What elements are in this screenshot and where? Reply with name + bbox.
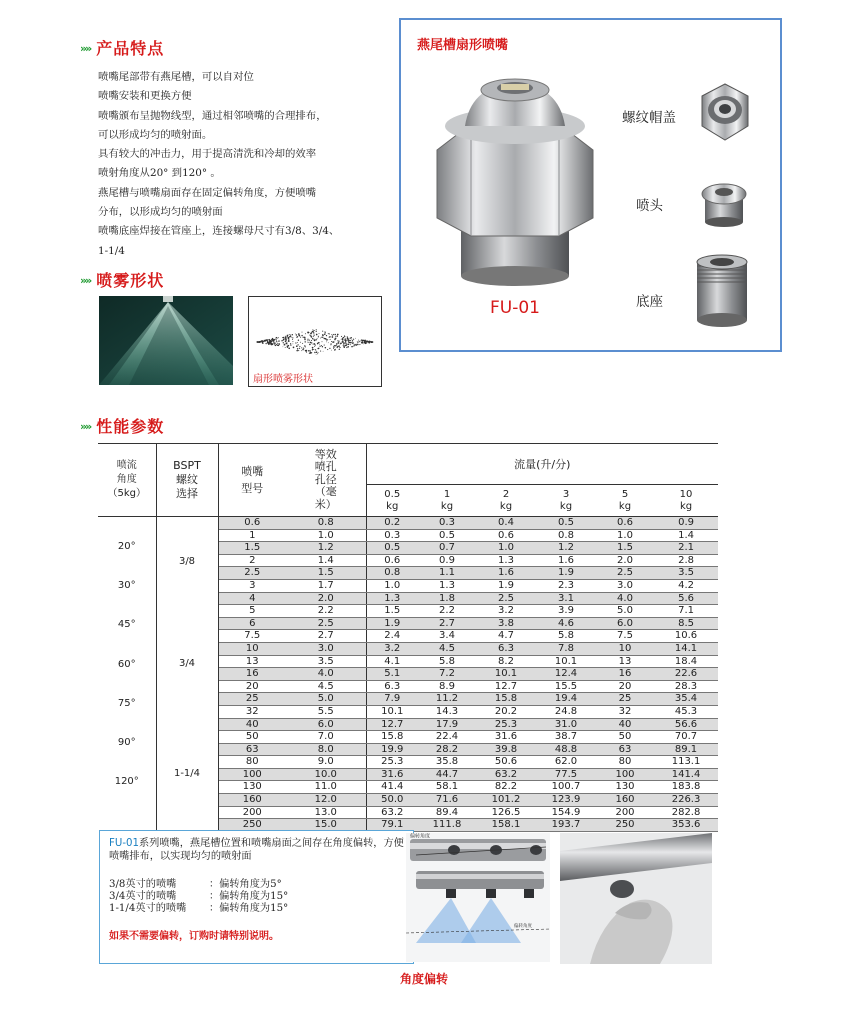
arrow-icon: »» xyxy=(80,274,91,287)
nozzle-model-cell: 25 xyxy=(218,693,286,706)
header-orifice: 等效 喷孔 孔径 （毫 米） xyxy=(286,444,366,517)
flow-cell: 50 xyxy=(596,731,654,744)
flow-cell: 35.8 xyxy=(418,756,476,769)
flow-cell: 80 xyxy=(596,756,654,769)
feature-line: 喷射角度从20° 到120° 。 xyxy=(98,167,221,180)
nozzle-model-cell: 4 xyxy=(218,592,286,605)
flow-cell: 82.2 xyxy=(476,781,536,794)
spray-pattern-dots xyxy=(249,297,381,367)
flow-cell: 1.8 xyxy=(418,592,476,605)
flow-cell: 22.4 xyxy=(418,731,476,744)
offset-line: 1-1/4英寸的喷嘴 ：偏转角度为15° xyxy=(109,903,289,914)
flow-cell: 100 xyxy=(596,768,654,781)
flow-cell: 25 xyxy=(596,693,654,706)
flow-cell: 0.5 xyxy=(366,542,418,555)
flow-cell: 56.6 xyxy=(654,718,718,731)
note-text: 系列喷嘴，燕尾槽位置和喷嘴扇面之间存在角度偏转，方便喷嘴排布，以实现均匀的喷射面 xyxy=(109,838,404,862)
arrow-icon: »» xyxy=(80,420,91,433)
flow-cell: 19.4 xyxy=(536,693,596,706)
flow-cell: 0.2 xyxy=(366,517,418,530)
nozzle-model-cell: 32 xyxy=(218,705,286,718)
nozzle-assembly-image xyxy=(431,68,601,293)
nozzle-model-cell: 200 xyxy=(218,806,286,819)
nozzle-model-cell: 100 xyxy=(218,768,286,781)
flow-cell: 0.3 xyxy=(418,517,476,530)
table-row xyxy=(98,517,718,530)
nozzle-model-cell: 80 xyxy=(218,756,286,769)
flow-cell: 89.4 xyxy=(418,806,476,819)
flow-cell: 130 xyxy=(596,781,654,794)
orifice-cell: 1.4 xyxy=(286,554,366,567)
orifice-cell: 4.5 xyxy=(286,680,366,693)
header-pressure: 5 kg xyxy=(596,485,654,517)
flow-cell: 89.1 xyxy=(654,743,718,756)
header-flow: 流量(升/分) xyxy=(366,444,718,485)
header-pressure: 3 kg xyxy=(536,485,596,517)
bottom-caption: 角度偏转 xyxy=(400,972,449,986)
flow-cell: 7.9 xyxy=(366,693,418,706)
flow-cell: 12.7 xyxy=(366,718,418,731)
nozzle-model-cell: 130 xyxy=(218,781,286,794)
feature-line: 喷嘴安装和更换方便 xyxy=(98,90,192,103)
nozzle-tip-image xyxy=(699,172,749,228)
base-image xyxy=(691,252,753,330)
flow-cell: 79.1 xyxy=(366,819,418,832)
flow-cell: 126.5 xyxy=(476,806,536,819)
flow-cell: 77.5 xyxy=(536,768,596,781)
flow-cell: 1.3 xyxy=(366,592,418,605)
feature-line: 燕尾槽与喷嘴扇面存在固定偏转角度，方便喷嘴 xyxy=(98,186,317,199)
flow-cell: 45.3 xyxy=(654,705,718,718)
angle-column xyxy=(98,517,156,832)
flow-cell: 200 xyxy=(596,806,654,819)
flow-cell: 2.8 xyxy=(654,554,718,567)
flow-cell: 3.4 xyxy=(418,630,476,643)
nozzle-model-cell: 7.5 xyxy=(218,630,286,643)
flow-cell: 282.8 xyxy=(654,806,718,819)
flow-cell: 41.4 xyxy=(366,781,418,794)
flow-cell: 3.0 xyxy=(596,579,654,592)
angle-value: 30° xyxy=(117,580,136,592)
flow-cell: 7.2 xyxy=(418,668,476,681)
orifice-cell: 13.0 xyxy=(286,806,366,819)
flow-cell: 20.2 xyxy=(476,705,536,718)
flow-cell: 5.0 xyxy=(596,605,654,618)
flow-cell: 63 xyxy=(596,743,654,756)
nozzle-model-cell: 13 xyxy=(218,655,286,668)
flow-cell: 7.5 xyxy=(596,630,654,643)
flow-cell: 0.3 xyxy=(366,529,418,542)
flow-cell: 154.9 xyxy=(536,806,596,819)
nozzle-model-cell: 63 xyxy=(218,743,286,756)
flow-cell: 20 xyxy=(596,680,654,693)
nozzle-model-cell: 0.6 xyxy=(218,517,286,530)
nozzle-model-cell: 1 xyxy=(218,529,286,542)
flow-cell: 10.6 xyxy=(654,630,718,643)
flow-cell: 4.5 xyxy=(418,642,476,655)
flow-cell: 2.2 xyxy=(418,605,476,618)
flow-cell: 250 xyxy=(596,819,654,832)
note-model: FU-01 xyxy=(109,838,139,849)
bspt-value: 3/8 xyxy=(178,556,196,567)
flow-cell: 16 xyxy=(596,668,654,681)
angle-value: 90° xyxy=(117,736,136,748)
spray-pattern-figure xyxy=(248,296,382,387)
flow-cell: 4.7 xyxy=(476,630,536,643)
flow-cell: 2.3 xyxy=(536,579,596,592)
header-angle: 喷流 角度 （5kg） xyxy=(98,444,156,517)
flow-cell: 2.5 xyxy=(476,592,536,605)
flow-cell: 6.0 xyxy=(596,617,654,630)
flow-cell: 50.6 xyxy=(476,756,536,769)
orifice-cell: 7.0 xyxy=(286,731,366,744)
flow-cell: 0.4 xyxy=(476,517,536,530)
diagram-label: 偏转角度 xyxy=(410,833,431,840)
flow-cell: 1.9 xyxy=(366,617,418,630)
feature-line: 喷嘴尾部带有燕尾槽，可以自对位 xyxy=(98,71,254,83)
flow-cell: 50.0 xyxy=(366,794,418,807)
flow-cell: 6.3 xyxy=(366,680,418,693)
flow-cell: 48.8 xyxy=(536,743,596,756)
angle-value: 60° xyxy=(117,658,136,670)
orifice-cell: 6.0 xyxy=(286,718,366,731)
features-title: »» 产品特点 xyxy=(80,39,165,58)
part-label-base: 底座 xyxy=(636,294,663,310)
orifice-cell: 2.7 xyxy=(286,630,366,643)
flow-cell: 12.4 xyxy=(536,668,596,681)
flow-cell: 100.7 xyxy=(536,781,596,794)
product-title: 燕尾槽扇形喷嘴 xyxy=(417,38,509,53)
flow-cell: 0.5 xyxy=(536,517,596,530)
flow-cell: 5.8 xyxy=(418,655,476,668)
flow-cell: 35.4 xyxy=(654,693,718,706)
offset-line: 3/8英寸的喷嘴 ：偏转角度为5° xyxy=(109,879,282,890)
flow-cell: 14.1 xyxy=(654,642,718,655)
flow-cell: 4.2 xyxy=(654,579,718,592)
header-pressure: 10 kg xyxy=(654,485,718,517)
flow-cell: 44.7 xyxy=(418,768,476,781)
flow-cell: 2.4 xyxy=(366,630,418,643)
flow-cell: 141.4 xyxy=(654,768,718,781)
flow-cell: 40 xyxy=(596,718,654,731)
flow-cell: 0.6 xyxy=(596,517,654,530)
flow-cell: 1.0 xyxy=(366,579,418,592)
nozzle-model-cell: 250 xyxy=(218,819,286,832)
flow-cell: 160 xyxy=(596,794,654,807)
nozzle-model-cell: 40 xyxy=(218,718,286,731)
flow-cell: 5.6 xyxy=(654,592,718,605)
bspt-column xyxy=(156,517,218,832)
arrow-icon: »» xyxy=(80,42,91,55)
flow-cell: 113.1 xyxy=(654,756,718,769)
note-warning: 如果不需要偏转，订购时请特别说明。 xyxy=(109,931,279,942)
orifice-cell: 4.0 xyxy=(286,668,366,681)
flow-cell: 5.8 xyxy=(536,630,596,643)
feature-line: 喷嘴颁布呈抛物线型，通过相邻喷嘴的合理排布， xyxy=(98,109,327,122)
flow-cell: 0.8 xyxy=(366,567,418,580)
bspt-value: 3/4 xyxy=(178,658,196,669)
orifice-cell: 1.2 xyxy=(286,542,366,555)
flow-cell: 28.3 xyxy=(654,680,718,693)
flow-cell: 0.6 xyxy=(366,554,418,567)
nozzle-model-cell: 20 xyxy=(218,680,286,693)
flow-cell: 2.0 xyxy=(596,554,654,567)
flow-cell: 15.8 xyxy=(476,693,536,706)
part-label-tip: 喷头 xyxy=(636,198,663,214)
orifice-cell: 8.0 xyxy=(286,743,366,756)
orifice-cell: 3.0 xyxy=(286,642,366,655)
flow-cell: 3.9 xyxy=(536,605,596,618)
orifice-cell: 2.5 xyxy=(286,617,366,630)
flow-cell: 3.2 xyxy=(476,605,536,618)
flow-cell: 1.5 xyxy=(366,605,418,618)
header-pressure: 0.5 kg xyxy=(366,485,418,517)
orifice-cell: 3.5 xyxy=(286,655,366,668)
offset-note xyxy=(99,830,414,964)
flow-cell: 4.1 xyxy=(366,655,418,668)
flow-cell: 70.7 xyxy=(654,731,718,744)
flow-cell: 1.4 xyxy=(654,529,718,542)
offset-line: 3/4英寸的喷嘴 ：偏转角度为15° xyxy=(109,891,289,902)
installation-photo xyxy=(560,833,712,964)
spray-title: »» 喷雾形状 xyxy=(80,271,165,290)
orifice-cell: 12.0 xyxy=(286,794,366,807)
note-description xyxy=(109,837,409,863)
nozzle-model-cell: 6 xyxy=(218,617,286,630)
flow-cell: 8.9 xyxy=(418,680,476,693)
orifice-cell: 10.0 xyxy=(286,768,366,781)
nozzle-model-cell: 160 xyxy=(218,794,286,807)
flow-cell: 62.0 xyxy=(536,756,596,769)
header-bspt: BSPT 螺纹 选择 xyxy=(156,444,218,517)
orifice-cell: 2.0 xyxy=(286,592,366,605)
flow-cell: 19.9 xyxy=(366,743,418,756)
orifice-cell: 11.0 xyxy=(286,781,366,794)
flow-cell: 63.2 xyxy=(366,806,418,819)
cap-nut-image xyxy=(694,82,756,142)
spray-photo xyxy=(99,296,233,385)
flow-cell: 10.1 xyxy=(366,705,418,718)
flow-cell: 4.6 xyxy=(536,617,596,630)
flow-cell: 3.8 xyxy=(476,617,536,630)
flow-cell: 1.5 xyxy=(596,542,654,555)
orifice-cell: 9.0 xyxy=(286,756,366,769)
flow-cell: 1.0 xyxy=(476,542,536,555)
feature-line: 具有较大的冲击力，用于提高清洗和冷却的效率 xyxy=(98,148,317,161)
orifice-cell: 5.5 xyxy=(286,705,366,718)
orifice-cell: 5.0 xyxy=(286,693,366,706)
header-pressure: 2 kg xyxy=(476,485,536,517)
feature-line: 分布，以形成均匀的喷射面 xyxy=(98,206,223,219)
flow-cell: 0.9 xyxy=(418,554,476,567)
flow-cell: 28.2 xyxy=(418,743,476,756)
nozzle-model-cell: 16 xyxy=(218,668,286,681)
flow-cell: 5.1 xyxy=(366,668,418,681)
flow-cell: 10 xyxy=(596,642,654,655)
feature-line: 1-1/4 xyxy=(98,244,125,257)
flow-cell: 2.7 xyxy=(418,617,476,630)
orifice-cell: 1.7 xyxy=(286,579,366,592)
flow-cell: 1.3 xyxy=(476,554,536,567)
flow-cell: 1.6 xyxy=(536,554,596,567)
flow-cell: 0.9 xyxy=(654,517,718,530)
flow-cell: 226.3 xyxy=(654,794,718,807)
flow-cell: 8.5 xyxy=(654,617,718,630)
flow-cell: 111.8 xyxy=(418,819,476,832)
angle-value: 75° xyxy=(117,697,136,709)
product-diagram xyxy=(399,18,782,352)
header-pressure: 1 kg xyxy=(418,485,476,517)
flow-cell: 12.7 xyxy=(476,680,536,693)
nozzle-model-cell: 50 xyxy=(218,731,286,744)
flow-cell: 1.1 xyxy=(418,567,476,580)
angle-value: 45° xyxy=(117,619,136,631)
feature-line: 喷嘴底座焊接在管座上，连接螺母尺寸有3/8、3/4、 xyxy=(98,225,340,238)
orifice-cell: 1.0 xyxy=(286,529,366,542)
offset-diagram xyxy=(406,833,550,962)
flow-cell: 31.6 xyxy=(476,731,536,744)
product-model: FU-01 xyxy=(490,298,540,318)
angle-value: 20° xyxy=(117,541,136,552)
flow-cell: 0.8 xyxy=(536,529,596,542)
flow-cell: 3.5 xyxy=(654,567,718,580)
flow-cell: 0.5 xyxy=(418,529,476,542)
bspt-value: 1-1/4 xyxy=(173,768,201,779)
flow-cell: 2.5 xyxy=(596,567,654,580)
orifice-cell: 0.8 xyxy=(286,517,366,530)
flow-cell: 24.8 xyxy=(536,705,596,718)
flow-cell: 25.3 xyxy=(366,756,418,769)
nozzle-model-cell: 2.5 xyxy=(218,567,286,580)
flow-cell: 101.2 xyxy=(476,794,536,807)
flow-cell: 193.7 xyxy=(536,819,596,832)
flow-cell: 1.9 xyxy=(476,579,536,592)
spray-caption: 扇形喷雾形状 xyxy=(253,374,313,385)
orifice-cell: 15.0 xyxy=(286,819,366,832)
flow-cell: 17.9 xyxy=(418,718,476,731)
flow-cell: 25.3 xyxy=(476,718,536,731)
flow-cell: 63.2 xyxy=(476,768,536,781)
nozzle-model-cell: 2 xyxy=(218,554,286,567)
nozzle-model-cell: 5 xyxy=(218,605,286,618)
flow-cell: 15.5 xyxy=(536,680,596,693)
flow-cell: 31.0 xyxy=(536,718,596,731)
angle-value: 120° xyxy=(114,776,139,788)
flow-cell: 13 xyxy=(596,655,654,668)
flow-cell: 71.6 xyxy=(418,794,476,807)
flow-cell: 123.9 xyxy=(536,794,596,807)
flow-cell: 3.1 xyxy=(536,592,596,605)
feature-line: 可以形成均匀的喷射面。 xyxy=(98,128,213,141)
flow-cell: 39.8 xyxy=(476,743,536,756)
flow-cell: 14.3 xyxy=(418,705,476,718)
flow-cell: 32 xyxy=(596,705,654,718)
part-label-cap: 螺纹帽盖 xyxy=(622,110,676,126)
flow-cell: 1.3 xyxy=(418,579,476,592)
flow-cell: 183.8 xyxy=(654,781,718,794)
flow-cell: 1.6 xyxy=(476,567,536,580)
flow-cell: 6.3 xyxy=(476,642,536,655)
flow-cell: 58.1 xyxy=(418,781,476,794)
flow-cell: 0.6 xyxy=(476,529,536,542)
orifice-cell: 2.2 xyxy=(286,605,366,618)
flow-cell: 1.9 xyxy=(536,567,596,580)
performance-table xyxy=(98,443,718,832)
flow-cell: 10.1 xyxy=(476,668,536,681)
flow-cell: 15.8 xyxy=(366,731,418,744)
flow-cell: 2.1 xyxy=(654,542,718,555)
flow-cell: 31.6 xyxy=(366,768,418,781)
flow-cell: 8.2 xyxy=(476,655,536,668)
performance-title: »» 性能参数 xyxy=(80,417,165,436)
flow-cell: 1.0 xyxy=(596,529,654,542)
nozzle-model-cell: 10 xyxy=(218,642,286,655)
flow-cell: 158.1 xyxy=(476,819,536,832)
features-list xyxy=(98,68,393,261)
flow-cell: 4.0 xyxy=(596,592,654,605)
nozzle-model-cell: 3 xyxy=(218,579,286,592)
header-nozzle: 喷嘴 型号 xyxy=(218,444,286,517)
flow-cell: 10.1 xyxy=(536,655,596,668)
orifice-cell: 1.5 xyxy=(286,567,366,580)
flow-cell: 1.2 xyxy=(536,542,596,555)
flow-cell: 22.6 xyxy=(654,668,718,681)
flow-cell: 18.4 xyxy=(654,655,718,668)
flow-cell: 0.7 xyxy=(418,542,476,555)
flow-cell: 38.7 xyxy=(536,731,596,744)
nozzle-model-cell: 1.5 xyxy=(218,542,286,555)
flow-cell: 7.8 xyxy=(536,642,596,655)
diagram-label: 偏转角度 xyxy=(514,924,532,929)
flow-cell: 11.2 xyxy=(418,693,476,706)
flow-cell: 353.6 xyxy=(654,819,718,832)
flow-cell: 7.1 xyxy=(654,605,718,618)
flow-cell: 3.2 xyxy=(366,642,418,655)
